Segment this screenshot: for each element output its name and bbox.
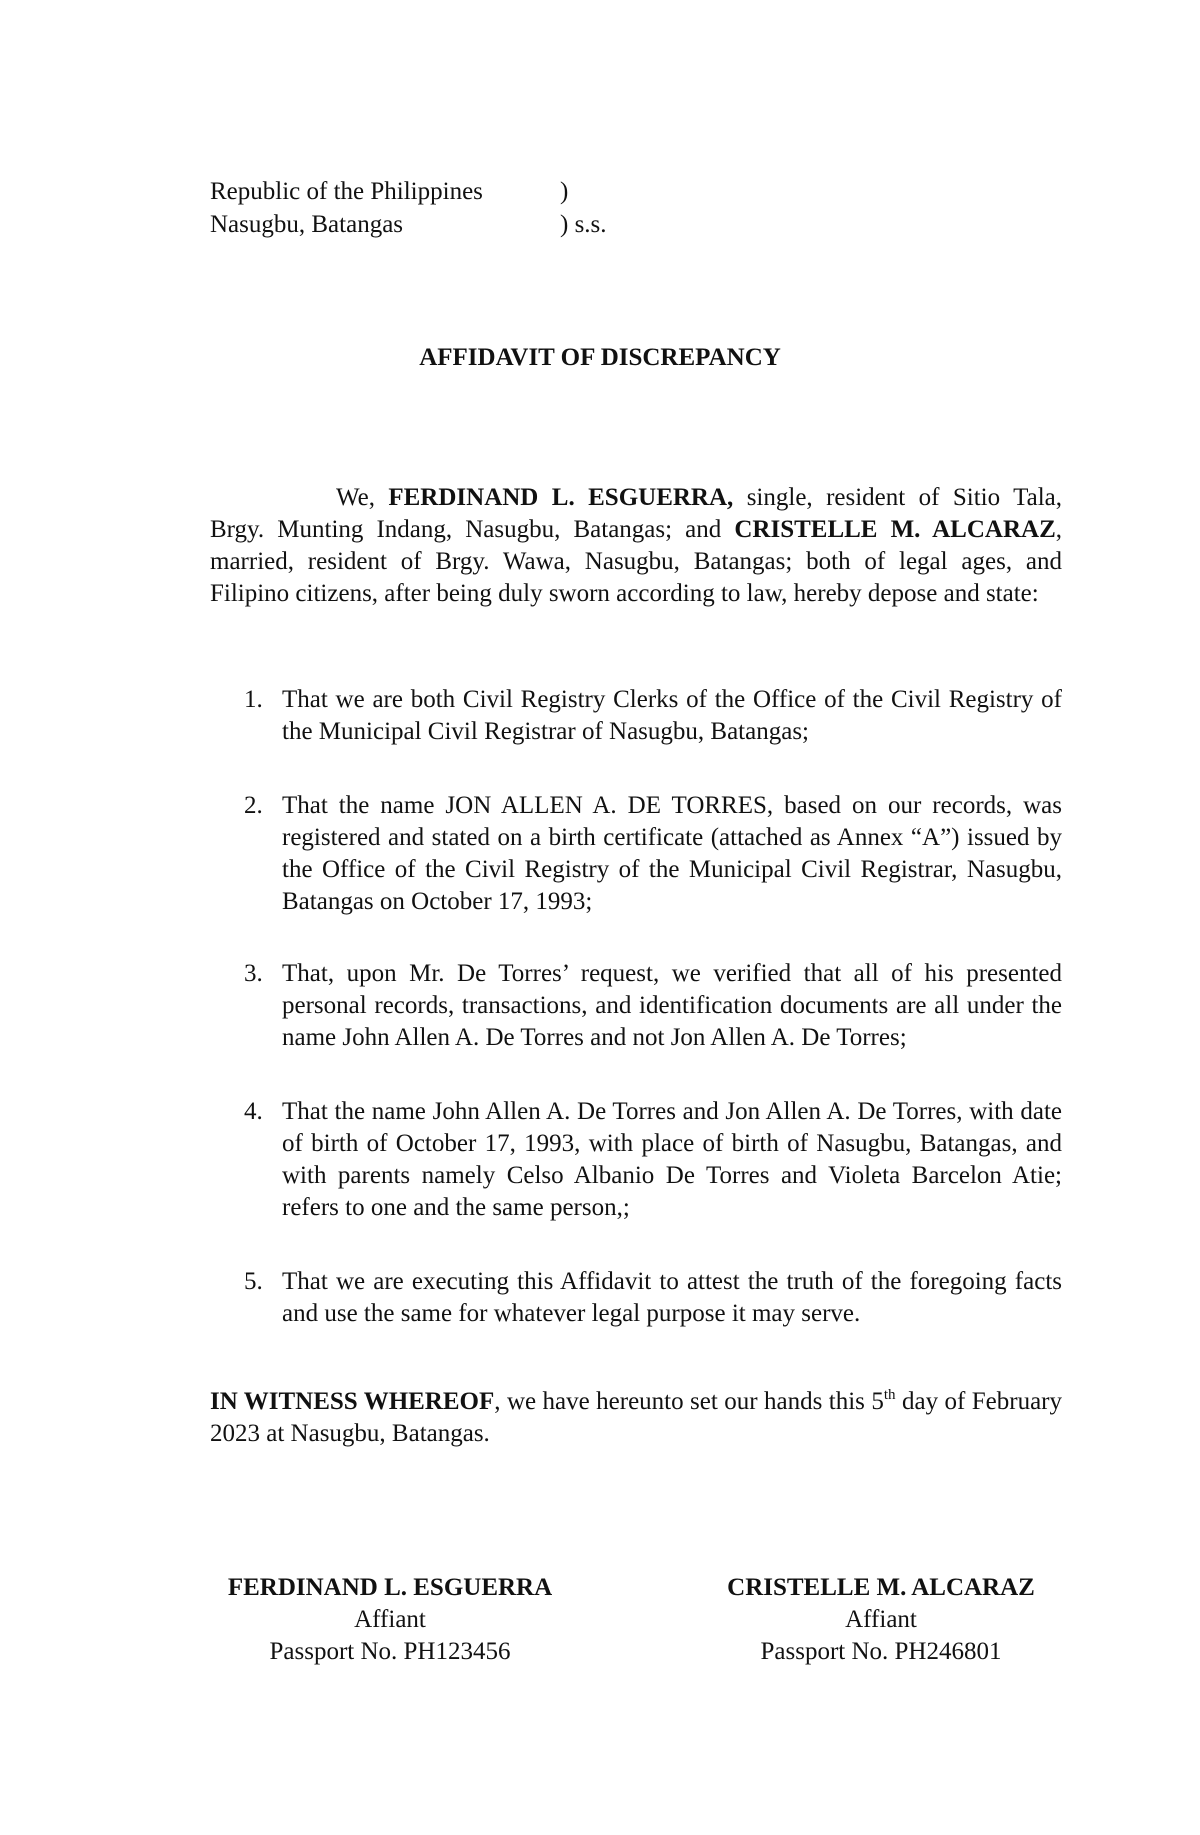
venue-country: Republic of the Philippines <box>210 178 483 205</box>
statement-number: 1. <box>244 686 263 713</box>
intro-paragraph <box>210 482 1062 610</box>
statement-number: 2. <box>244 792 263 819</box>
venue-row-municipality <box>210 209 607 242</box>
statement-number: 5. <box>244 1268 263 1295</box>
signatory-passport: Passport No. PH246801 <box>760 1638 1002 1665</box>
signature-block-1 <box>210 1572 570 1668</box>
statement-text: That we are executing this Affidavit to attest the truth of the foregoing facts and use the same for whatever legal purpose it may serve. <box>282 1268 1062 1327</box>
affiant-1-name-inline: FERDINAND L. ESGUERRA, <box>388 484 734 511</box>
signatory-role: Affiant <box>354 1606 426 1633</box>
signatory-name: CRISTELLE M. ALCARAZ <box>727 1574 1035 1601</box>
intro-text-1: We, <box>336 484 389 511</box>
statement-item <box>210 790 1062 918</box>
intro-text-2: single, resident of Sitio Tala, Brgy. Munting Indang, Nasugbu, Batangas; and <box>210 484 1062 543</box>
statement-text: That, upon Mr. De Torres’ request, we verified that all of his presented personal records, transactions, and identification documents are all under the name John Allen A. De Torres and not Jon Allen A. De Torres; <box>282 960 1062 1051</box>
statement-item <box>210 684 1062 748</box>
witness-text-2: day of February 2023 at Nasugbu, Batangas. <box>210 1388 1063 1447</box>
statement-number: 3. <box>244 960 263 987</box>
statement-item <box>210 1266 1062 1330</box>
signatory-name: FERDINAND L. ESGUERRA <box>227 1574 553 1601</box>
venue-row-country <box>210 176 607 209</box>
venue-municipality: Nasugbu, Batangas <box>210 211 404 238</box>
statement-item <box>210 1096 1062 1224</box>
witness-clause <box>210 1386 1062 1450</box>
statement-item <box>210 958 1062 1054</box>
statement-text: That we are both Civil Registry Clerks of the Office of the Civil Registry of the Municipal Civil Registrar of Nasugbu, Batangas; <box>282 686 1062 745</box>
document-title: AFFIDAVIT OF DISCREPANCY <box>419 344 781 371</box>
statement-text: That the name JON ALLEN A. DE TORRES, based on our records, was registered and stated on a birth certificate (attached as Annex “A”) issued by the Office of the Civil Registry of the Municipal Civil Registrar, Nasugbu, Batangas on October 17, 1993; <box>282 792 1062 915</box>
signature-block-2 <box>700 1572 1062 1668</box>
signatory-role: Affiant <box>845 1606 917 1633</box>
venue-bracket: ) <box>560 178 569 205</box>
witness-text-1: , we have hereunto set our hands this 5 <box>494 1388 884 1415</box>
ordinal-suffix: th <box>883 1387 896 1403</box>
statement-text: That the name John Allen A. De Torres and Jon Allen A. De Torres, with date of birth of October 17, 1993, with place of birth of Nasugbu, Batangas, and with parents namely Celso Albanio De Torres and Violeta Barcelon Atie; refers to one and the same person,; <box>282 1098 1062 1221</box>
affiant-2-name-inline: CRISTELLE M. ALCARAZ <box>734 516 1056 543</box>
venue-block <box>210 176 607 242</box>
venue-ss: ) s.s. <box>560 211 607 238</box>
statement-list <box>210 684 1062 1372</box>
statement-number: 4. <box>244 1098 263 1125</box>
signatory-passport: Passport No. PH123456 <box>269 1638 511 1665</box>
witness-heading: IN WITNESS WHEREOF <box>210 1388 495 1415</box>
intro-text-3: , married, resident of Brgy. Wawa, Nasugbu, Batangas; both of legal ages, and Filipino citizens, after being duly sworn according to law, hereby depose and state: <box>210 516 1063 607</box>
